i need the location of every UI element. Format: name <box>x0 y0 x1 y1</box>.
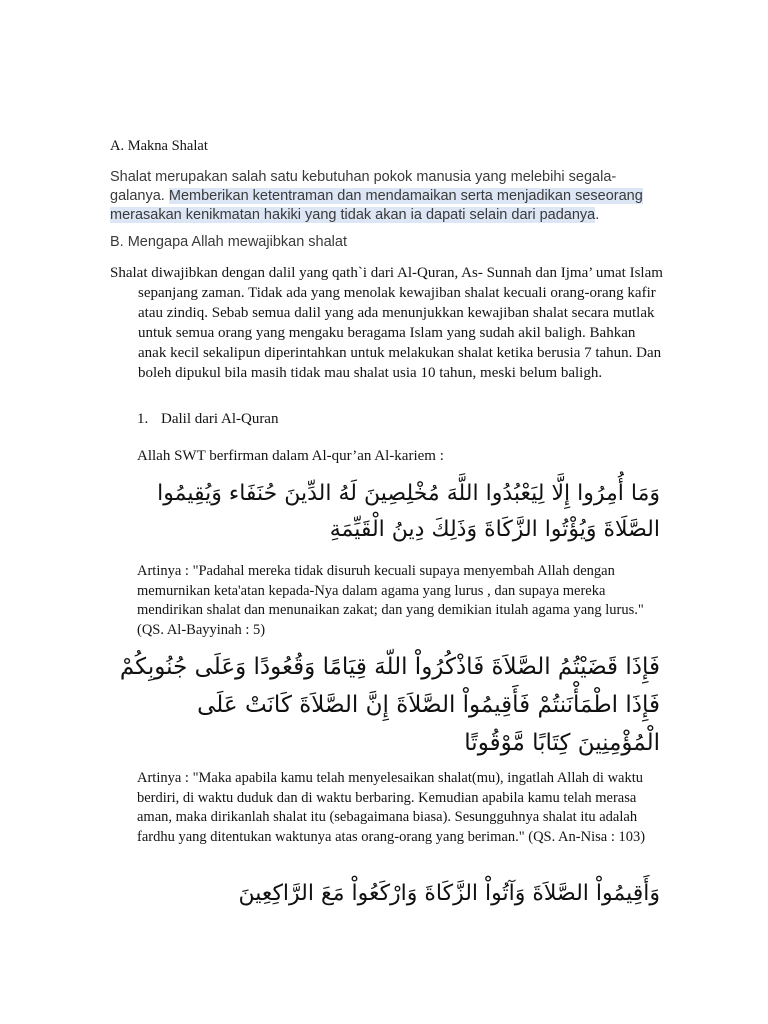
list-item <box>137 411 278 428</box>
section-b-paragraph: Shalat diwajibkan dengan dalil yang qath`i dari Al-Quran, As- Sunnah dan Ijma’ umat Islam sepanjang zaman. Tidak ada yang menolak kewajiban shalat kecuali orang-orang kafir atau zindiq. Sebab semua dalil yang ada menunjukkan kewajiban shalat secara mutlak untuk semua orang yang mengaku beragama Islam yang sudah akil baligh. Bahkan anak kecil sekalipun diperintahkan untuk melakukan shalat ketika berusia 7 tahun. Dan boleh dipukul bila masih tidak mau shalat usia 10 tahun, meski belum baligh. <box>110 265 663 381</box>
verse-intro: Allah SWT berfirman dalam Al-qur’an Al-kariem : <box>137 448 444 464</box>
translation-2: Artinya : "Maka apabila kamu telah menyelesaikan shalat(mu), ingatlah Allah di waktu berdiri, di waktu duduk dan di waktu berbaring. Kemudian apabila kamu telah merasa aman, maka dirikanlah shalat itu (sebagaimana biasa). Sesungguhnya shalat itu adalah fardhu yang ditentukan waktunya atas orang-orang yang beriman." (QS. An-Nisa : 103) <box>137 770 646 845</box>
section-a-paragraph <box>110 168 650 225</box>
arabic-verse-3: وَأَقِيمُواْ الصَّلاَةَ وَآتُواْ الزَّكَاةَ وَارْكَعُواْ مَعَ الرَّاكِعِينَ <box>238 881 660 906</box>
highlighted-text: Memberikan ketentraman dan mendamaikan serta menjadikan seseorang merasakan kenikmatan hakiki yang tidak akan ia dapati selain dari padanya <box>110 188 643 223</box>
list-label: Dalil dari Al-Quran <box>161 411 279 427</box>
section-a-heading: A. Makna Shalat <box>110 138 208 154</box>
translation-1: Artinya : "Padahal mereka tidak disuruh kecuali supaya menyembah Allah dengan memurnikan keta'atan kepada-Nya dalam agama yang lurus , dan supaya mereka mendirikan shalat dan menunaikan zakat; dan yang demikian itulah agama yang lurus." (QS. Al-Bayyinah : 5) <box>137 563 644 638</box>
arabic-verse-2: فَإِذَا قَضَيْتُمُ الصَّلاَةَ فَاذْكُرُواْ اللّهَ قِيَامًا وَقُعُودًا وَعَلَى جُنُوبِكُمْ فَإِذَا اطْمَأْنَنتُمْ فَأَقِيمُواْ الصَّلاَةَ إِنَّ الصَّلاَةَ كَانَتْ عَلَى الْمُؤْمِنِينَ كِتَابًا مَّوْقُوتًا <box>119 654 660 756</box>
list-number: 1. <box>137 411 149 427</box>
section-a-text: Shalat merupakan salah satu kebutuhan pokok manusia yang melebihi segala-galanya. <box>110 169 617 204</box>
arabic-verse-1: وَمَا أُمِرُوا إِلَّا لِيَعْبُدُوا اللَّهَ مُخْلِصِينَ لَهُ الدِّينَ حُنَفَاء وَيُقِيمُوا الصَّلَاةَ وَيُؤْتُوا الزَّكَاةَ وَذَلِكَ دِينُ الْقَيِّمَةِ <box>157 481 660 542</box>
section-a-text-end: . <box>595 207 600 223</box>
section-b-heading: B. Mengapa Allah mewajibkan shalat <box>110 234 347 250</box>
